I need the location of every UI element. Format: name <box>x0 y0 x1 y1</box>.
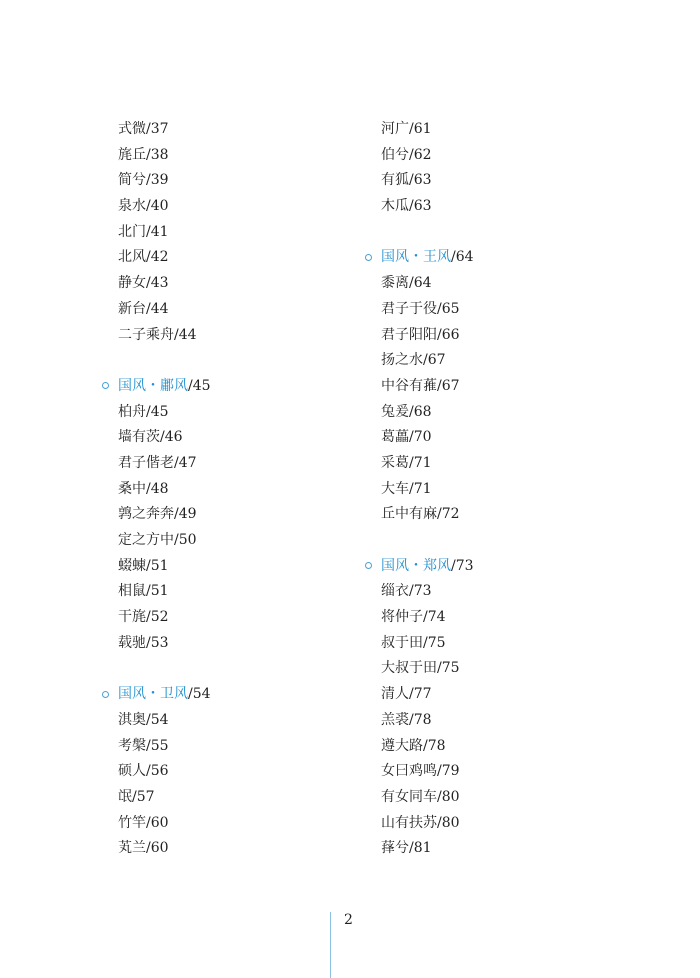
toc-entry[interactable]: 君子偕老/47 <box>118 454 197 471</box>
toc-entry[interactable]: 旄丘/38 <box>118 146 169 163</box>
section-title: 国风・卫风 <box>118 686 188 703</box>
ring-bullet-icon <box>102 691 109 698</box>
toc-entry[interactable]: 墙有茨/46 <box>118 429 183 446</box>
section-page-number: /64 <box>451 249 474 266</box>
section-spacer <box>381 528 601 554</box>
toc-entry[interactable]: 缁衣/73 <box>381 583 432 600</box>
section-page-number: /73 <box>451 557 474 574</box>
toc-entry[interactable]: 竹竿/60 <box>118 814 169 831</box>
ring-bullet-icon <box>365 254 372 261</box>
page-number: 2 <box>344 912 353 928</box>
section-spacer <box>381 220 601 246</box>
toc-section-heading[interactable] <box>381 245 601 271</box>
section-spacer <box>118 348 338 374</box>
section-title: 国风・王风 <box>381 249 451 266</box>
toc-entry[interactable]: 兔爰/68 <box>381 403 432 420</box>
toc-entry[interactable]: 中谷有蓷/67 <box>381 377 460 394</box>
toc-entry[interactable]: 定之方中/50 <box>118 532 197 548</box>
toc-entry[interactable]: 遵大路/78 <box>381 737 446 754</box>
section-title: 国风・鄘风 <box>118 377 188 394</box>
toc-entry[interactable]: 桑中/48 <box>118 480 169 497</box>
toc-entry[interactable]: 丘中有麻/72 <box>381 506 460 523</box>
toc-entry[interactable]: 氓/57 <box>118 788 155 805</box>
toc-entry[interactable]: 君子阳阳/66 <box>381 326 460 343</box>
toc-entry[interactable]: 伯兮/62 <box>381 146 432 163</box>
toc-entry[interactable]: 简兮/39 <box>118 172 169 189</box>
ring-bullet-icon <box>102 382 109 389</box>
toc-entry[interactable]: 黍离/64 <box>381 275 432 292</box>
toc-entry[interactable]: 羔裘/78 <box>381 711 432 728</box>
toc-entry[interactable]: 北风/42 <box>118 249 169 266</box>
toc-entry[interactable]: 蝃蝀/51 <box>118 557 169 574</box>
toc-entry[interactable]: 有狐/63 <box>381 172 432 189</box>
toc-entry[interactable]: 萚兮/81 <box>381 840 432 857</box>
toc-entry[interactable]: 将仲子/74 <box>381 609 446 626</box>
toc-entry[interactable]: 君子于役/65 <box>381 300 460 317</box>
toc-entry[interactable]: 采葛/71 <box>381 454 432 471</box>
toc-entry[interactable]: 载驰/53 <box>118 634 169 651</box>
toc-entry[interactable]: 考槃/55 <box>118 737 169 754</box>
toc-section-heading[interactable] <box>118 682 338 708</box>
toc-entry[interactable]: 二子乘舟/44 <box>118 326 197 343</box>
toc-entry[interactable]: 叔于田/75 <box>381 634 446 651</box>
toc-left-column <box>118 117 338 862</box>
toc-entry[interactable]: 大车/71 <box>381 480 432 497</box>
ring-bullet-icon <box>365 562 372 569</box>
toc-entry[interactable]: 木瓜/63 <box>381 198 432 215</box>
toc-entry[interactable]: 泉水/40 <box>118 198 169 215</box>
toc-entry[interactable]: 硕人/56 <box>118 763 169 780</box>
toc-entry[interactable]: 有女同车/80 <box>381 788 460 805</box>
toc-right-column <box>381 117 601 862</box>
toc-entry[interactable]: 相鼠/51 <box>118 583 169 600</box>
toc-entry[interactable]: 大叔于田/75 <box>381 660 460 677</box>
toc-entry[interactable]: 式微/37 <box>118 121 169 137</box>
toc-entry[interactable]: 干旄/52 <box>118 609 169 626</box>
toc-entry[interactable]: 山有扶苏/80 <box>381 814 460 831</box>
toc-entry[interactable]: 河广/61 <box>381 121 432 137</box>
toc-entry[interactable]: 女曰鸡鸣/79 <box>381 763 460 780</box>
section-spacer <box>118 656 338 682</box>
toc-entry[interactable]: 静女/43 <box>118 275 169 292</box>
toc-entry[interactable]: 柏舟/45 <box>118 403 169 420</box>
toc-entry[interactable]: 扬之水/67 <box>381 352 446 369</box>
toc-section-heading[interactable] <box>381 554 601 580</box>
section-page-number: /54 <box>188 686 211 703</box>
toc-entry[interactable]: 芄兰/60 <box>118 840 169 857</box>
section-page-number: /45 <box>188 377 211 394</box>
toc-entry[interactable]: 淇奥/54 <box>118 711 169 728</box>
toc-entry[interactable]: 北门/41 <box>118 223 169 240</box>
toc-entry[interactable]: 鹑之奔奔/49 <box>118 506 197 523</box>
toc-entry[interactable]: 新台/44 <box>118 300 169 317</box>
toc-entry[interactable]: 清人/77 <box>381 686 432 703</box>
footer-rule <box>330 912 331 978</box>
toc-section-heading[interactable] <box>118 374 338 400</box>
toc-entry[interactable]: 葛藟/70 <box>381 429 432 446</box>
section-title: 国风・郑风 <box>381 557 451 574</box>
